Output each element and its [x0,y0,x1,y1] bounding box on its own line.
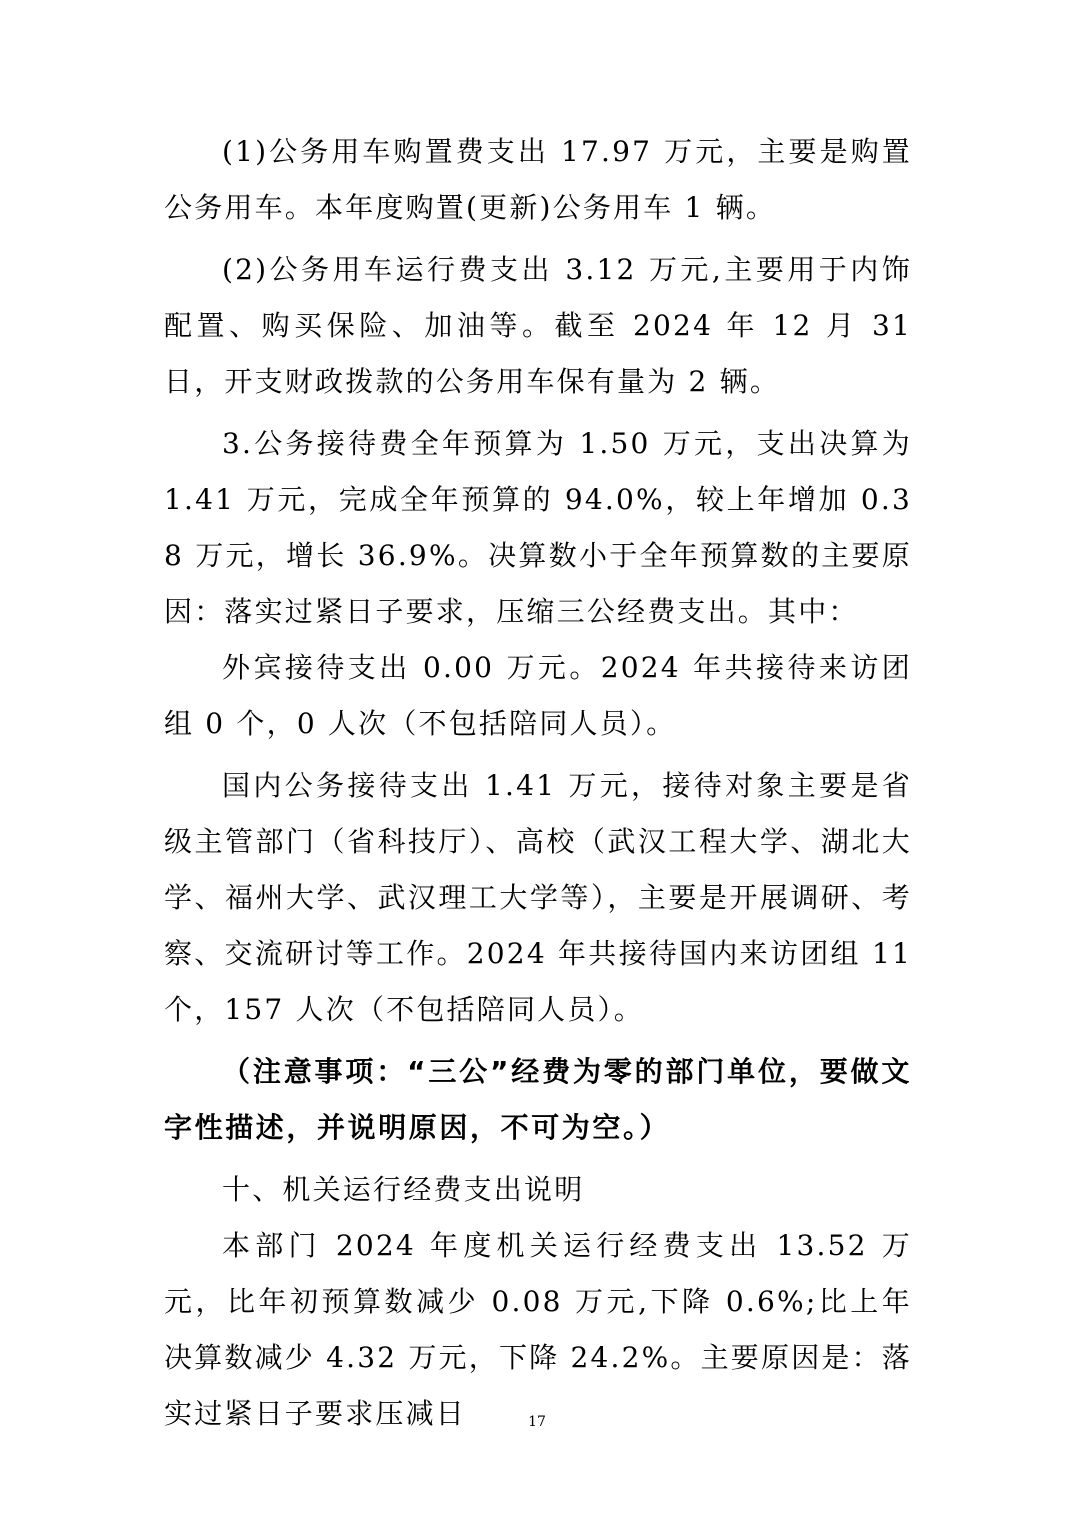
paragraph-reception-budget: 3.公务接待费全年预算为 1.50 万元，支出决算为 1.41 万元，完成全年预算的 94.0%，较上年增加 0.38 万元，增长 36.9%。决算数小于全年预算数的主要原因：落实过紧日子要求，压缩三公经费支出。其中： [164,427,912,628]
paragraph-vehicle-purchase: (1)公务用车购置费支出 17.97 万元，主要是购置公务用车。本年度购置(更新)公务用车 1 辆。 [164,135,912,224]
paragraph-domestic-reception: 国内公务接待支出 1.41 万元，接待对象主要是省级主管部门（省科技厅）、高校（武汉工程大学、湖北大学、福州大学、武汉理工大学等），主要是开展调研、考察、交流研讨等工作。2024 年共接待国内来访团组 11 个，157 人次（不包括陪同人员）。 [164,769,912,1026]
paragraph-foreign-reception: 外宾接待支出 0.00 万元。2024 年共接待来访团组 0 个，0 人次（不包括陪同人员）。 [164,651,912,740]
paragraph-vehicle-operation: (2)公务用车运行费支出 3.12 万元,主要用于内饰配置、购买保险、加油等。截至 2024 年 12 月 31 日，开支财政拨款的公务用车保有量为 2 辆。 [164,253,912,398]
paragraph-note: （注意事项：“三公”经费为零的部门单位，要做文字性描述，并说明原因，不可为空。） [164,1055,912,1144]
paragraph-operating-expenses: 本部门 2024 年度机关运行经费支出 13.52 万元，比年初预算数减少 0.08 万元,下降 0.6%;比上年决算数减少 4.32 万元，下降 24.2%。主要原因是：落实过紧日子要求压减日 [164,1229,912,1430]
page-number: 17 [528,1414,546,1430]
section-heading: 十、机关运行经费支出说明 [222,1173,585,1206]
document-body [164,124,912,1442]
